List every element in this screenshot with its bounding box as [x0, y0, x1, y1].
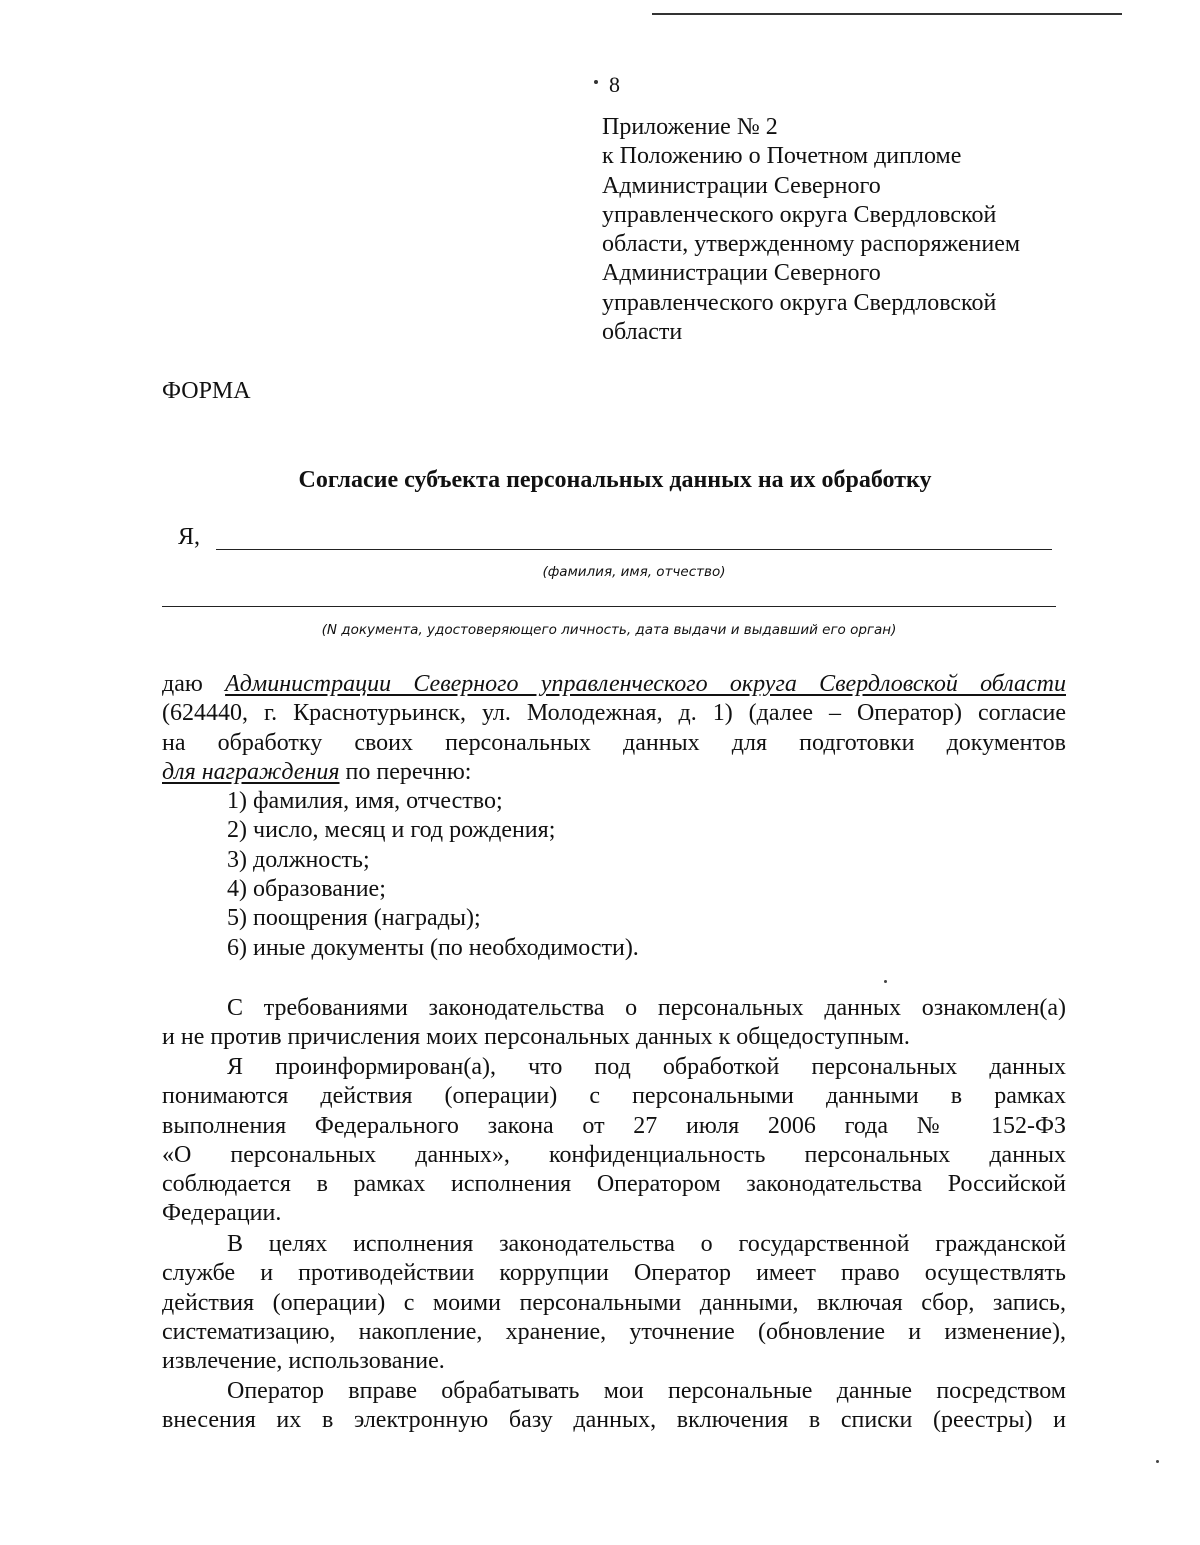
paragraph-line: и не против причисления моих персональных данных к общедоступным. [162, 1024, 910, 1051]
paragraph-line: Я проинформирован(а), что под обработкой персональных данных [227, 1054, 1066, 1080]
scan-speck [594, 80, 598, 84]
paragraph-line: «О персональных данных», конфиденциальность персональных данных [162, 1141, 1066, 1168]
id-document-blank-line[interactable] [162, 606, 1056, 607]
consent-line: на обработку своих персональных данных для подготовки документов [162, 729, 1066, 756]
paragraph-line: В целях исполнения законодательства о государственной гражданской [227, 1231, 1066, 1257]
paragraph-line: понимаются действия (операции) с персональными данными в рамках [162, 1083, 1066, 1110]
appendix-line: к Положению о Почетном дипломе [602, 143, 962, 170]
fio-caption: (фамилия, имя, отчество) [542, 564, 726, 580]
scan-speck [884, 980, 887, 983]
purpose-text: для награждения [162, 758, 340, 785]
appendix-line: Администрации Северного [602, 260, 881, 287]
top-edge-rule [652, 13, 1122, 15]
fio-blank-line[interactable] [216, 549, 1052, 550]
list-item: 5) поощрения (награды); [227, 905, 481, 932]
appendix-line: управленческого округа Свердловской [602, 201, 997, 228]
list-item: 6) иные документы (по необходимости). [227, 934, 639, 961]
appendix-line: управленческого округа Свердловской [602, 289, 997, 316]
paragraph-line: Федерации. [162, 1200, 282, 1227]
paragraph-line: выполнения Федерального закона от 27 июля 2006 года № 152-ФЗ [162, 1112, 1066, 1139]
appendix-line: области [602, 319, 683, 346]
paragraph-line: Оператор вправе обрабатывать мои персональные данные посредством [227, 1378, 1066, 1404]
informed-paragraph [162, 1053, 1066, 1229]
document-title: Согласие субъекта персональных данных на их обработку [298, 467, 932, 493]
paragraph-line: С требованиями законодательства о персональных данных ознакомлен(а) [227, 995, 1066, 1021]
consent-paragraph [162, 670, 1066, 963]
paragraph-line: действия (операции) с моими персональными данными, включая сбор, запись, [162, 1289, 1066, 1316]
list-item: 2) число, месяц и год рождения; [227, 817, 556, 844]
consent-text: по перечню: [339, 758, 472, 785]
consent-line [162, 758, 1066, 787]
id-document-caption: (N документа, удостоверяющего личность, дата выдачи и выдавший его орган) [321, 622, 897, 638]
operator-name: Администрации Северного управленческого округа Свердловской области [225, 671, 1066, 697]
appendix-header [602, 113, 1122, 347]
list-item: 3) должность; [227, 846, 370, 873]
consent-text: даю [162, 671, 226, 697]
rights-paragraph [162, 1230, 1066, 1376]
form-label: ФОРМА [162, 378, 251, 404]
consent-line [162, 670, 1066, 699]
paragraph-line: службе и противодействии коррупции Оператор имеет право осуществлять [162, 1260, 1066, 1287]
acknowledgement-paragraph [162, 994, 1066, 1053]
appendix-line: Приложение № 2 [602, 114, 778, 140]
appendix-line: области, утвержденному распоряжением [602, 231, 1021, 258]
list-item: 1) фамилия, имя, отчество; [227, 788, 503, 815]
processing-paragraph [162, 1377, 1066, 1436]
paragraph-line: внесения их в электронную базу данных, включения в списки (реестры) и [162, 1407, 1066, 1434]
paragraph-line: систематизацию, накопление, хранение, уточнение (обновление и изменение), [162, 1318, 1066, 1345]
name-prefix: Я, [178, 524, 201, 550]
paragraph-line: извлечение, использование. [162, 1348, 445, 1375]
page-number: 8 [609, 72, 620, 97]
paragraph-line: соблюдается в рамках исполнения Оператором законодательства Российской [162, 1171, 1066, 1198]
consent-line: (624440, г. Краснотурьинск, ул. Молодежная, д. 1) (далее – Оператор) согласие [162, 700, 1066, 727]
scan-speck [1156, 1460, 1159, 1463]
appendix-line: Администрации Северного [602, 172, 881, 199]
list-item: 4) образование; [227, 876, 386, 903]
